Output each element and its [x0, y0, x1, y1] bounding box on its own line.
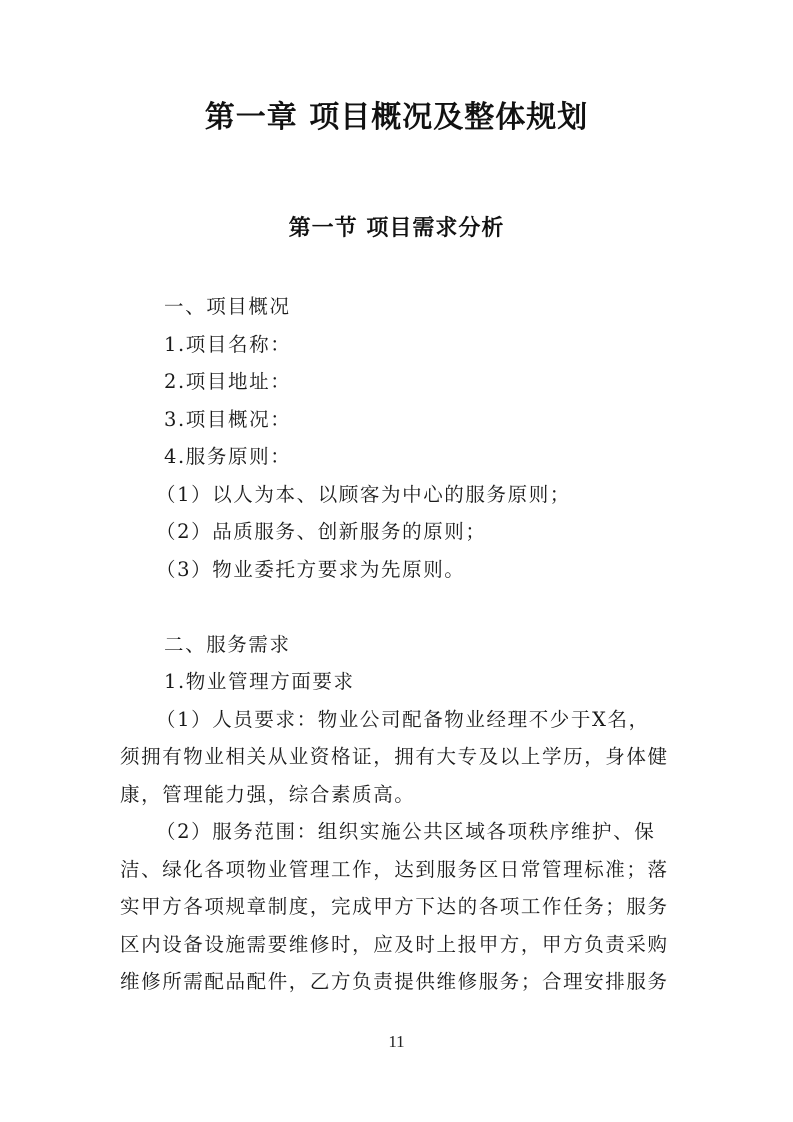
paragraph-personnel-requirements: [120, 701, 676, 814]
paragraph-line: 洁、绿化各项物业管理工作，达到服务区日常管理标准；落: [120, 857, 669, 881]
section-title: 第一节 项目需求分析: [288, 216, 505, 241]
paragraph-line: 须拥有物业相关从业资格证，拥有大专及以上学历，身体健: [120, 745, 669, 768]
item-project-name: 1.项目名称：: [164, 332, 292, 356]
part2-subheading: 1.物业管理方面要求: [164, 670, 355, 693]
paragraph-line: 实甲方各项规章制度，完成甲方下达的各项工作任务；服务: [120, 895, 669, 918]
paragraph-spacer: [120, 588, 676, 626]
document-body: [120, 288, 676, 1001]
part1-heading: 一、项目概况: [164, 295, 291, 318]
paragraph-service-scope: [120, 813, 676, 1001]
item-service-principles: 4.服务原则：: [164, 445, 292, 468]
paragraph-line: （2）服务范围：组织实施公共区域各项秩序维护、保: [156, 820, 656, 843]
item-project-overview: 3.项目概况：: [164, 407, 292, 431]
item-project-address: 2.项目地址：: [164, 370, 292, 393]
paragraph-line: （1）人员要求：物业公司配备物业经理不少于X名，: [156, 707, 650, 731]
principle-item: （1）以人为本、以顾客为中心的服务原则；: [156, 482, 571, 506]
part2-heading: 二、服务需求: [164, 632, 291, 656]
paragraph-line: 区内设备设施需要维修时，应及时上报甲方，甲方负责采购: [120, 932, 669, 956]
paragraph-line: 康，管理能力强，综合素质高。: [120, 782, 416, 806]
page-number: 11: [388, 1032, 405, 1051]
chapter-title: 第一章 项目概况及整体规划: [204, 100, 589, 135]
principle-item: （3）物业委托方要求为先原则。: [156, 557, 466, 581]
principle-item: （2）品质服务、创新服务的原则；: [156, 520, 487, 543]
paragraph-line: 维修所需配品配件，乙方负责提供维修服务；合理安排服务: [120, 970, 669, 993]
